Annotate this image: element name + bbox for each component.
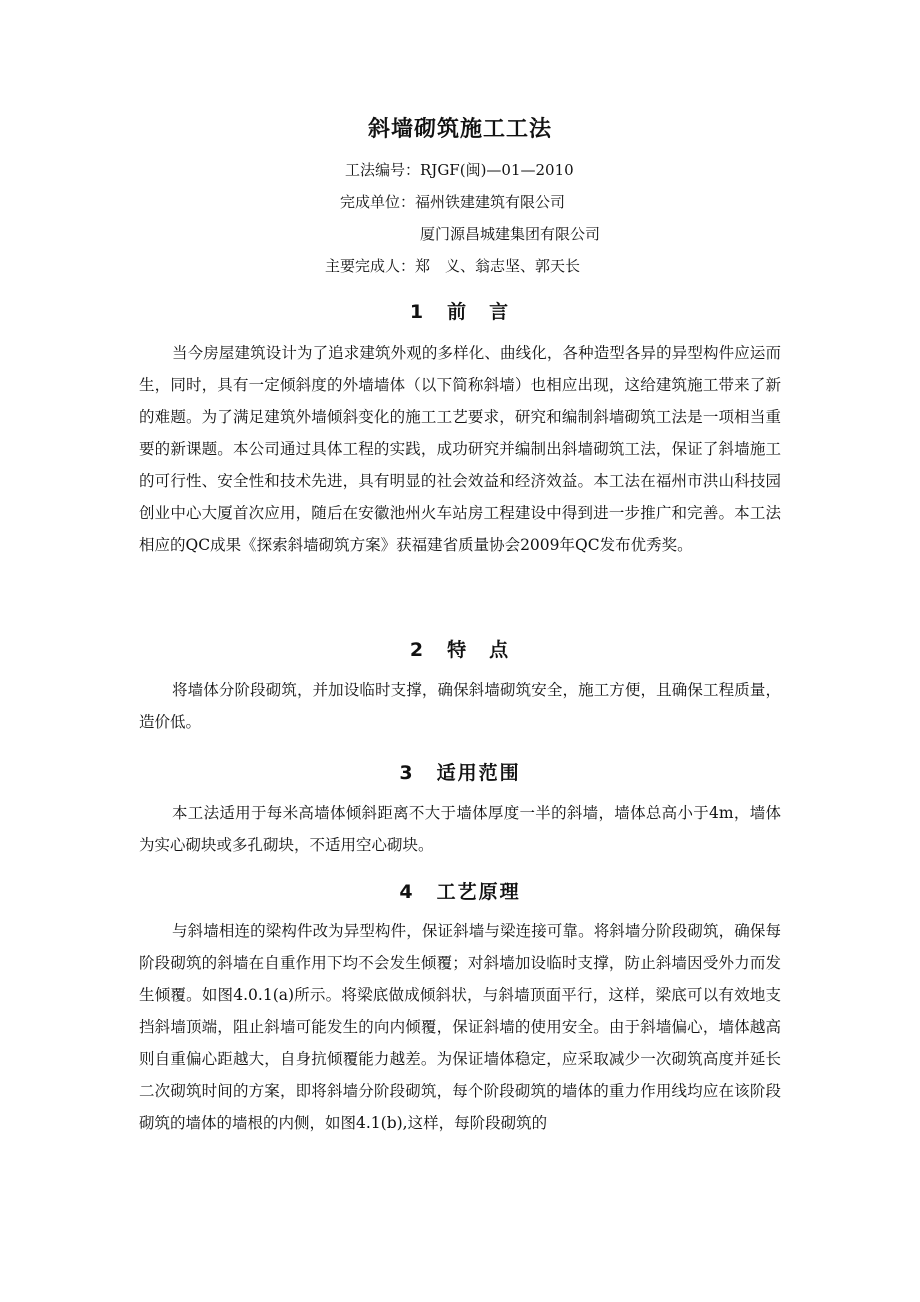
section-number: 4 [399, 881, 415, 903]
section-2-paragraph: 将墙体分阶段砌筑，并加设临时支撑，确保斜墙砌筑安全，施工方便，且确保工程质量，造价低。 [139, 681, 781, 731]
section-number: 2 [409, 639, 426, 661]
main-contributors-label: 主要完成人： [325, 257, 416, 275]
completing-unit-2: 厦门源昌城建集团有限公司 [420, 225, 601, 243]
document-title: 斜墙砌筑施工工法 [367, 117, 552, 142]
section-3-paragraph: 本工法适用于每米高墙体倾斜距离不大于墙体厚度一半的斜墙，墙体总高小于4m，墙体为实心砌块或多孔砌块，不适用空心砌块。 [139, 804, 781, 854]
section-title: 前 言 [447, 301, 511, 323]
main-contributors-value: 郑 义、翁志坚、郭天长 [415, 257, 581, 275]
completing-unit-2-line [420, 224, 600, 244]
section-title: 特 点 [447, 639, 511, 661]
section-title: 工艺原理 [436, 881, 521, 903]
method-code-line [345, 160, 574, 180]
section-heading-3 [0, 758, 920, 785]
section-1-paragraph: 当今房屋建筑设计为了追求建筑外观的多样化、曲线化，各种造型各异的异型构件应运而生，同时，具有一定倾斜度的外墙墙体（以下简称斜墙）也相应出现，这给建筑施工带来了新的难题。为了满足建筑外墙倾斜变化的施工工艺要求，研究和编制斜墙砌筑工法是一项相当重要的新课题。本公司通过具体工程的实践，成功研究并编制出斜墙砌筑工法，保证了斜墙施工的可行性、安全性和技术先进，具有明显的社会效益和经济效益。本工法在福州市洪山科技园创业中心大厦首次应用，随后在安徽池州火车站房工程建设中得到进一步推广和完善。本工法相应的QC成果《探索斜墙砌筑方案》获福建省质量协会2009年QC发布优秀奖。 [139, 344, 781, 554]
section-heading-2 [0, 635, 920, 662]
method-code-value: RJGF(闽)—01—2010 [420, 161, 574, 179]
section-number: 3 [399, 762, 415, 784]
completing-unit-1: 福州铁建建筑有限公司 [415, 193, 566, 211]
completing-unit-line [340, 192, 565, 212]
section-title: 适用范围 [436, 762, 521, 784]
section-number: 1 [409, 301, 426, 323]
main-contributors-line [325, 256, 580, 276]
section-heading-1 [0, 297, 920, 324]
section-4-paragraph: 与斜墙相连的梁构件改为异型构件，保证斜墙与梁连接可靠。将斜墙分阶段砌筑，确保每阶段砌筑的斜墙在自重作用下均不会发生倾覆；对斜墙加设临时支撑，防止斜墙因受外力而发生倾覆。如图4.0.1(a)所示。将梁底做成倾斜状，与斜墙顶面平行，这样，梁底可以有效地支挡斜墙顶端，阻止斜墙可能发生的向内倾覆，保证斜墙的使用安全。由于斜墙偏心，墙体越高则自重偏心距越大，自身抗倾覆能力越差。为保证墙体稳定，应采取减少一次砌筑高度并延长二次砌筑时间的方案，即将斜墙分阶段砌筑，每个阶段砌筑的墙体的重力作用线均应在该阶段砌筑的墙体的墙根的内侧，如图4.1(b),这样，每阶段砌筑的 [139, 922, 781, 1132]
completing-unit-label: 完成单位： [340, 193, 416, 211]
section-heading-4 [0, 877, 920, 904]
method-code-label: 工法编号： [345, 161, 421, 179]
